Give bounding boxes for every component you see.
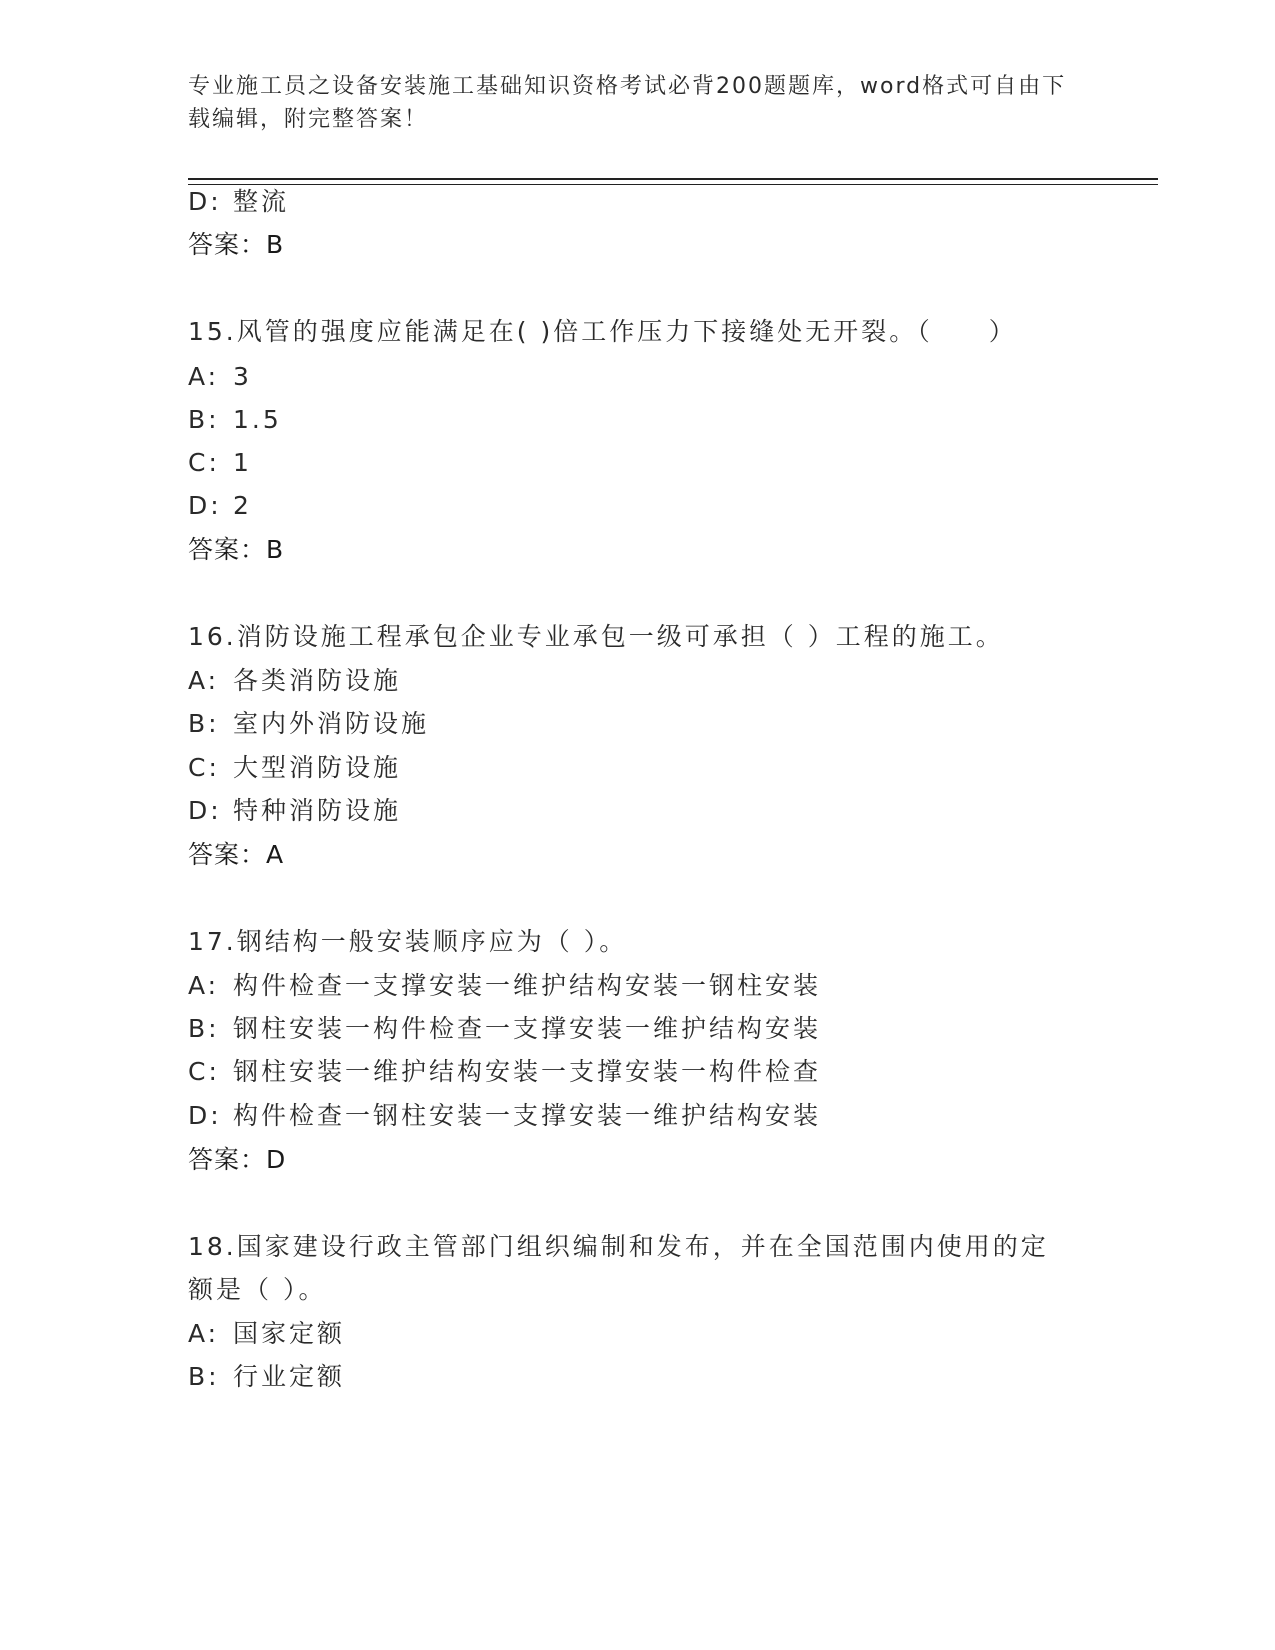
option-text: 国家定额: [233, 1319, 346, 1348]
option-d: [188, 1100, 821, 1132]
option-c: [188, 447, 252, 479]
option-text: 钢柱安装一构件检查一支撑安装一维护结构安装: [233, 1014, 822, 1043]
option-letter: D:: [188, 491, 222, 520]
question-stem: 16.消防设施工程承包企业专业承包一级可承担（ ）工程的施工。: [188, 622, 1004, 651]
option-letter: C:: [188, 448, 220, 477]
option-letter: A:: [188, 362, 220, 391]
option-d: [188, 795, 401, 827]
question-stem-continued: 额是（ ）。: [188, 1275, 327, 1304]
option-letter: C:: [188, 753, 220, 782]
option-text: 1: [233, 448, 252, 477]
option-text: 2: [233, 491, 252, 520]
answer-line: 答案：B: [188, 230, 285, 259]
option-b: [188, 404, 282, 436]
option-letter: A:: [188, 971, 220, 1000]
option-a: [188, 970, 821, 1002]
option-a: [188, 1318, 345, 1350]
option-text: 大型消防设施: [233, 753, 402, 782]
option-c: [188, 752, 401, 784]
option-c: [188, 1056, 821, 1088]
option-text: 构件检查一钢柱安装一支撑安装一维护结构安装: [233, 1101, 822, 1130]
option-text: 整流: [233, 187, 290, 216]
page-header: 专业施工员之设备安装施工基础知识资格考试必背200题题库，word格式可自由下载编辑，附完整答案！: [188, 74, 1067, 132]
option-text: 3: [233, 362, 252, 391]
option-letter: D:: [188, 1101, 222, 1130]
option-text: 1.5: [233, 405, 282, 434]
option-letter: A:: [188, 1319, 220, 1348]
option-b: [188, 1361, 345, 1393]
option-text: 构件检查一支撑安装一维护结构安装一钢柱安装: [233, 971, 822, 1000]
option-letter: A:: [188, 666, 220, 695]
option-letter: B:: [188, 405, 220, 434]
option-letter: C:: [188, 1057, 220, 1086]
question-stem: 18.国家建设行政主管部门组织编制和发布，并在全国范围内使用的定: [188, 1232, 1049, 1261]
option-a: [188, 665, 401, 697]
option-b: [188, 1013, 821, 1045]
option-text: 钢柱安装一维护结构安装一支撑安装一构件检查: [233, 1057, 822, 1086]
option-text: 行业定额: [233, 1362, 346, 1391]
option-letter: B:: [188, 1362, 220, 1391]
header-divider-thick: [188, 178, 1158, 180]
option-d: [188, 490, 252, 522]
option-b: [188, 708, 429, 740]
option-text: 特种消防设施: [233, 796, 402, 825]
option-a: [188, 361, 252, 393]
answer-line: 答案：B: [188, 535, 285, 564]
answer-line: 答案：A: [188, 840, 285, 869]
option-d: [188, 186, 289, 218]
option-text: 各类消防设施: [233, 666, 402, 695]
option-letter: B:: [188, 1014, 220, 1043]
option-letter: D:: [188, 796, 222, 825]
option-text: 室内外消防设施: [233, 709, 430, 738]
option-letter: D:: [188, 187, 222, 216]
answer-line: 答案：D: [188, 1145, 287, 1174]
question-stem: 15.风管的强度应能满足在( )倍工作压力下接缝处无开裂。（ ）: [188, 317, 1017, 346]
question-stem: 17.钢结构一般安装顺序应为（ ）。: [188, 927, 628, 956]
header-divider-thin: [188, 184, 1158, 185]
option-letter: B:: [188, 709, 220, 738]
